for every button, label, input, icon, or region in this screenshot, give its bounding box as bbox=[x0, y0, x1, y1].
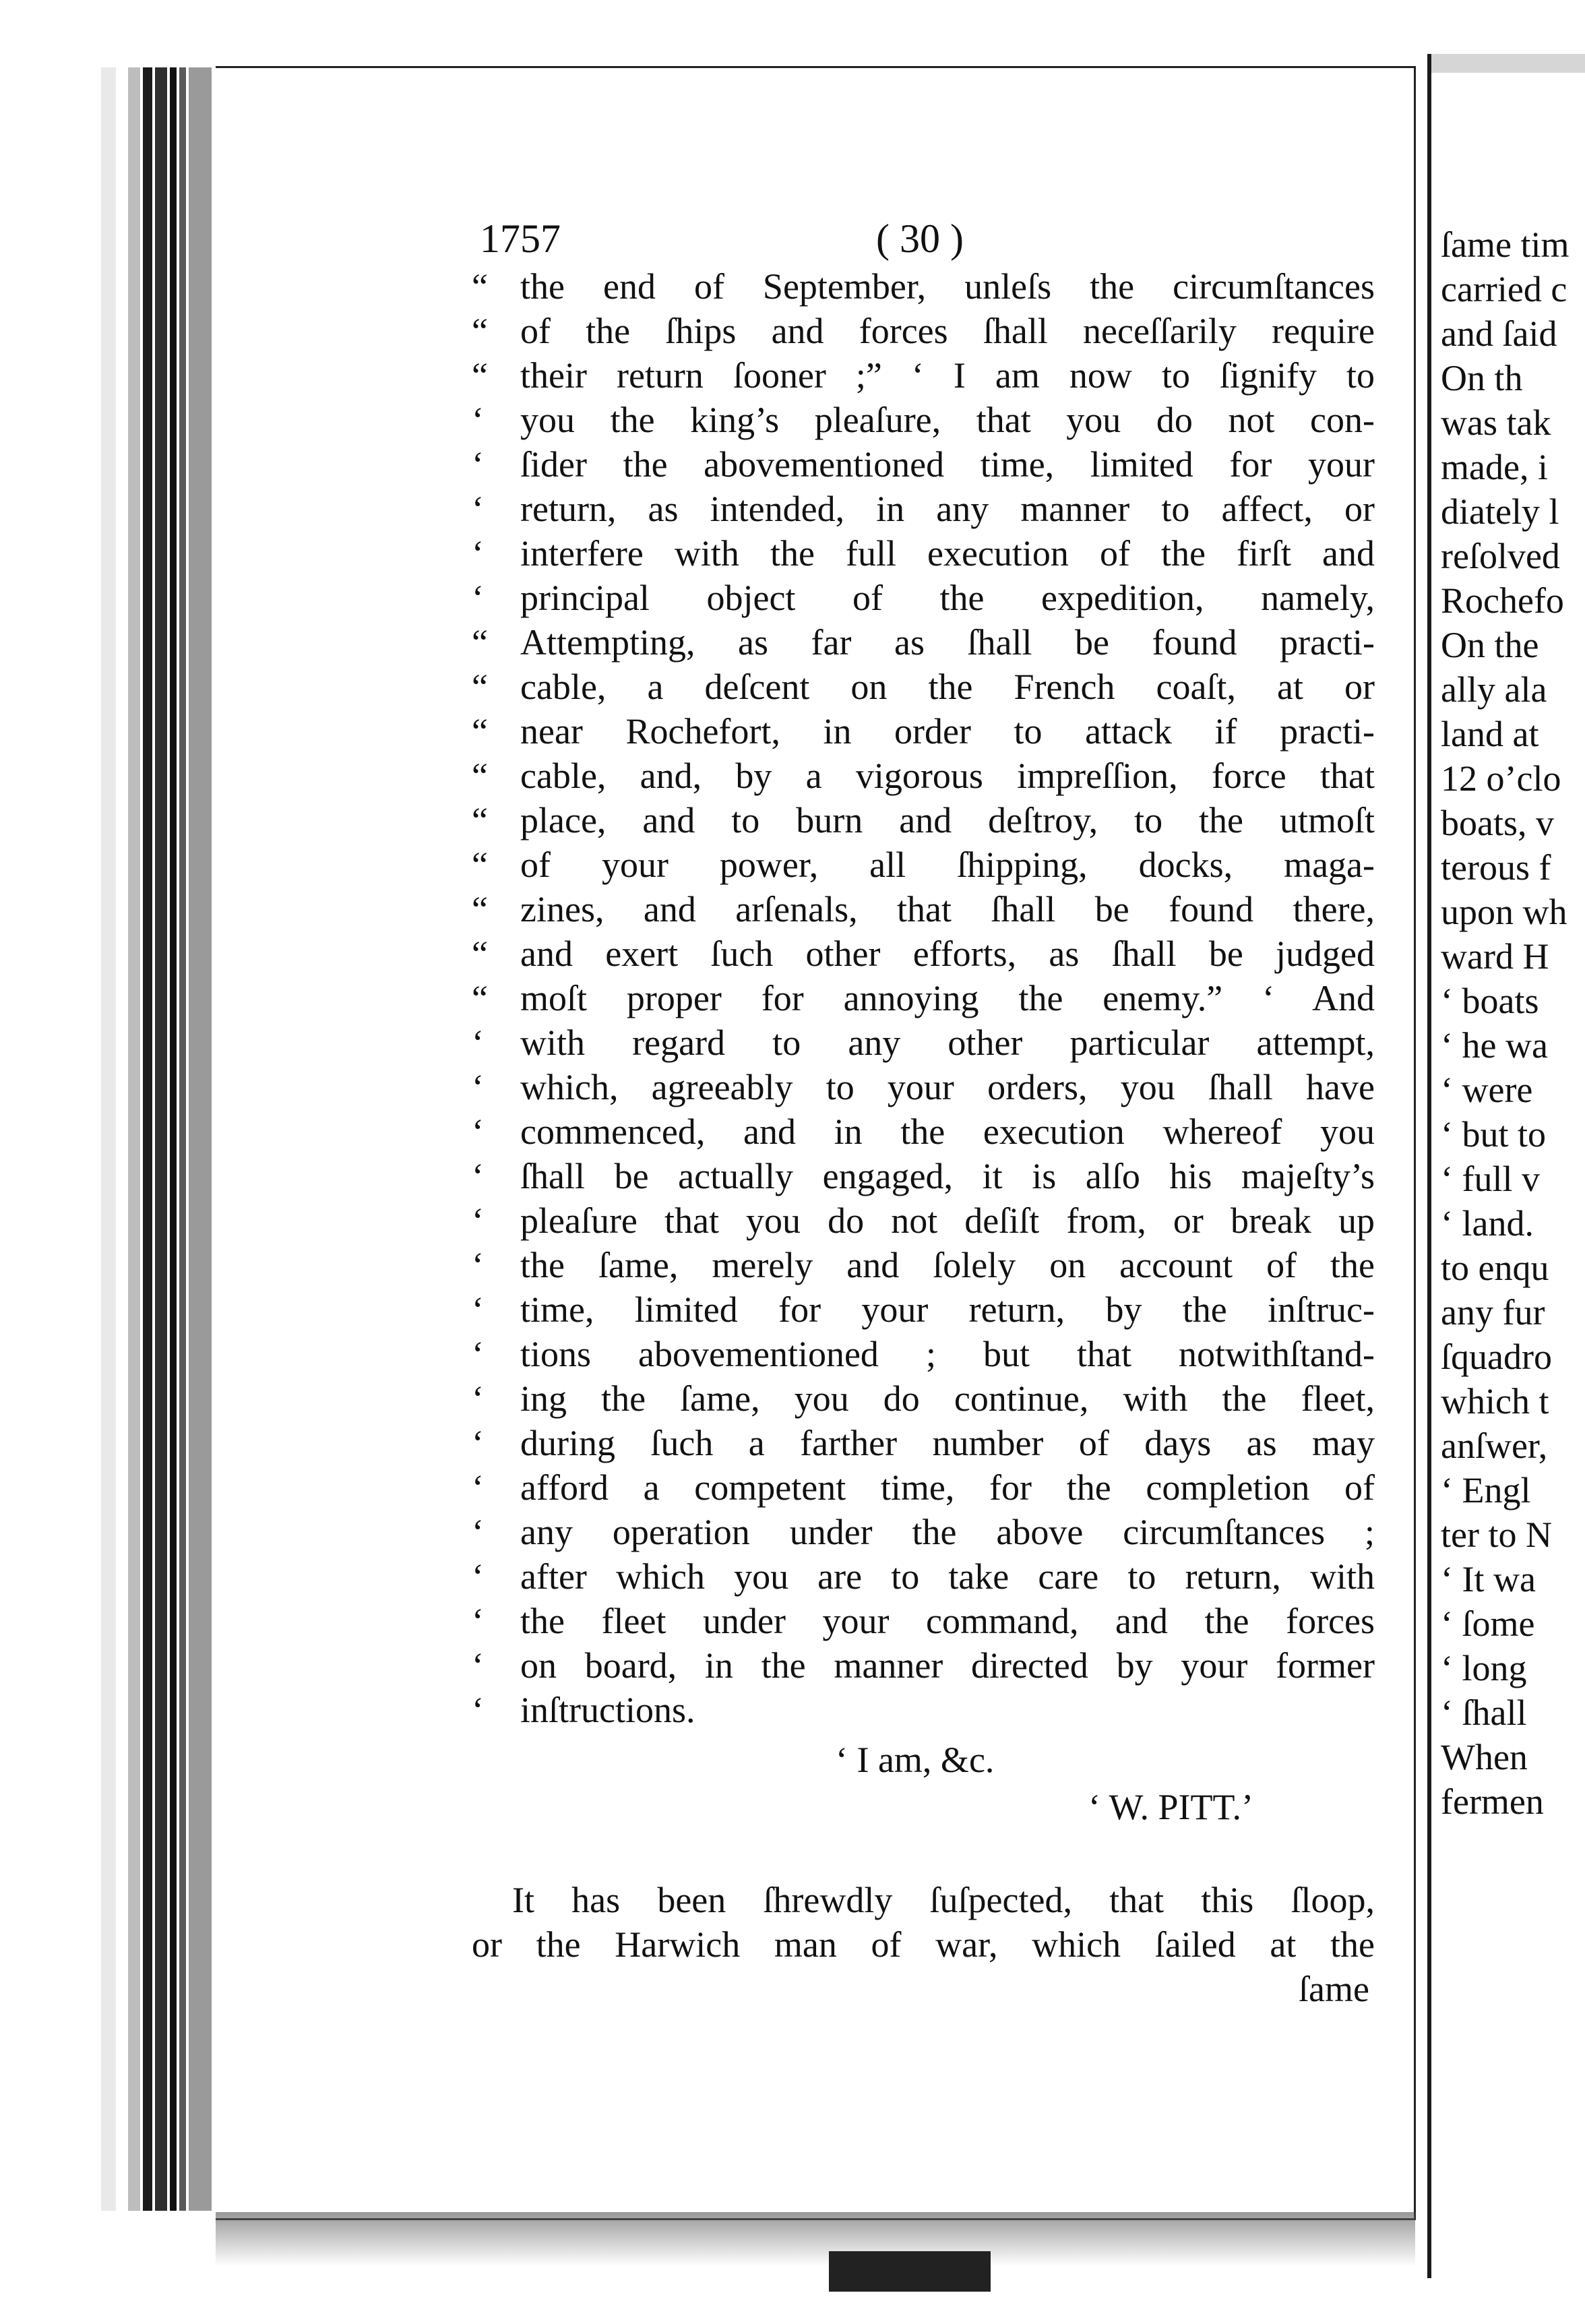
paragraph bbox=[472, 1878, 1375, 2011]
facing-line: On the bbox=[1441, 625, 1539, 665]
facing-line: terous f bbox=[1441, 847, 1551, 888]
text-line bbox=[472, 1020, 1375, 1065]
facing-page-text bbox=[1441, 222, 1585, 1824]
quote-mark: “ bbox=[472, 355, 488, 396]
quote-mark: ‘ bbox=[472, 1156, 484, 1196]
text-line bbox=[472, 487, 1375, 531]
line-text: place, and to burn and deſtroy, to the utmoſt bbox=[520, 800, 1375, 840]
text-line bbox=[472, 398, 1375, 442]
line-text: pleaſure that you do not deſiſt from, or break up bbox=[520, 1200, 1375, 1241]
line-text: with regard to any other particular attempt, bbox=[520, 1022, 1375, 1063]
facing-line: 12 o’clo bbox=[1441, 758, 1561, 799]
facing-line: ‘ land. bbox=[1441, 1203, 1534, 1244]
line-text: the ſame, merely and ſolely on account of the bbox=[520, 1245, 1375, 1285]
text-line bbox=[472, 887, 1375, 931]
quote-mark: ‘ bbox=[472, 1601, 484, 1641]
main-page bbox=[472, 216, 1375, 2011]
line-text: Attempting, as far as ſhall be found practi- bbox=[520, 622, 1375, 663]
line-text: their return ſooner ;” ‘ I am now to ſignify to bbox=[520, 355, 1375, 396]
text-line bbox=[472, 709, 1375, 754]
facing-line: ‘ he wa bbox=[1441, 1025, 1548, 1066]
facing-line: to enqu bbox=[1441, 1248, 1549, 1288]
quote-mark: ‘ bbox=[472, 1334, 484, 1374]
line-text: of your power, all ſhipping, docks, maga- bbox=[520, 845, 1375, 885]
line-text: zines, and arſenals, that ſhall be found there, bbox=[520, 889, 1375, 929]
facing-line: ‘ boats bbox=[1441, 981, 1539, 1021]
text-line bbox=[472, 976, 1375, 1020]
gutter-band bbox=[128, 67, 140, 2211]
quote-mark: “ bbox=[472, 934, 488, 974]
quote-mark: “ bbox=[472, 800, 488, 840]
text-line bbox=[472, 754, 1375, 798]
line-text: the end of September, unleſs the circumſtances bbox=[520, 266, 1375, 307]
line-text: tions abovementioned ; but that notwithſtand- bbox=[520, 1334, 1375, 1374]
facing-line: When bbox=[1441, 1737, 1528, 1777]
quote-mark: “ bbox=[472, 266, 488, 307]
line-text: afford a competent time, for the completion of bbox=[520, 1467, 1375, 1508]
facing-page-edge bbox=[1431, 54, 1585, 73]
quote-mark: ‘ bbox=[472, 1467, 484, 1508]
facing-line: boats, v bbox=[1441, 803, 1554, 843]
line-text: the fleet under your command, and the forces bbox=[520, 1601, 1375, 1641]
quote-mark: ‘ bbox=[472, 489, 484, 529]
line-text: which, agreeably to your orders, you ſhall have bbox=[520, 1067, 1375, 1107]
line-text: ſhall be actually engaged, it is alſo his majeſty’s bbox=[520, 1156, 1375, 1196]
quote-mark: ‘ bbox=[472, 1690, 484, 1730]
gutter-band bbox=[179, 67, 186, 2211]
facing-line: ‘ Engl bbox=[1441, 1470, 1531, 1510]
quote-mark: ‘ bbox=[472, 400, 484, 440]
line-text: ing the ſame, you do continue, with the fleet, bbox=[520, 1378, 1375, 1419]
page-header bbox=[472, 216, 1375, 264]
paragraph-line: or the Harwich man of war, which ſailed at the bbox=[472, 1924, 1375, 1965]
quote-mark: ‘ bbox=[472, 1200, 484, 1241]
catchword: ſame bbox=[1299, 1969, 1369, 2009]
letter-closing: ‘ I am, &c. bbox=[836, 1740, 995, 1780]
line-text: of the ſhips and forces ſhall neceſſarily require bbox=[520, 311, 1375, 351]
text-line bbox=[472, 1154, 1375, 1198]
facing-line: made, i bbox=[1441, 447, 1548, 487]
text-line bbox=[472, 1198, 1375, 1243]
facing-line: diately l bbox=[1441, 491, 1559, 532]
facing-line: ſquadro bbox=[1441, 1337, 1552, 1377]
quote-mark: “ bbox=[472, 756, 488, 796]
text-line bbox=[472, 576, 1375, 620]
quote-mark: ‘ bbox=[472, 578, 484, 618]
text-line bbox=[472, 1332, 1375, 1376]
facing-line: ‘ ſome bbox=[1441, 1603, 1535, 1644]
facing-line: was tak bbox=[1441, 402, 1551, 443]
facing-line: and ſaid bbox=[1441, 313, 1557, 354]
facing-line: land at bbox=[1441, 714, 1539, 754]
line-text: return, as intended, in any manner to affect, or bbox=[520, 489, 1375, 529]
quote-mark: ‘ bbox=[472, 1378, 484, 1419]
text-line bbox=[472, 1065, 1375, 1109]
text-line bbox=[472, 1109, 1375, 1154]
line-text: any operation under the above circumſtances ; bbox=[520, 1512, 1375, 1552]
quote-mark: ‘ bbox=[472, 444, 484, 485]
facing-line: which t bbox=[1441, 1381, 1549, 1421]
quote-mark: “ bbox=[472, 978, 488, 1018]
quote-mark: “ bbox=[472, 622, 488, 663]
quote-mark: “ bbox=[472, 667, 488, 707]
facing-line: ‘ It wa bbox=[1441, 1559, 1536, 1599]
line-text: ſider the abovementioned time, limited for your bbox=[520, 444, 1375, 485]
letter-body bbox=[472, 264, 1375, 1732]
facing-line: carried c bbox=[1441, 269, 1567, 309]
text-line bbox=[472, 843, 1375, 887]
line-text: commenced, and in the execution whereof you bbox=[520, 1111, 1375, 1152]
line-text: after which you are to take care to return, with bbox=[520, 1556, 1375, 1597]
text-line bbox=[472, 1599, 1375, 1643]
text-line bbox=[472, 264, 1375, 309]
facing-line: ally ala bbox=[1441, 669, 1547, 710]
facing-line: ‘ ſhall bbox=[1441, 1692, 1527, 1733]
line-text: cable, and, by a vigorous impreſſion, force that bbox=[520, 756, 1375, 796]
facing-line: ‘ long bbox=[1441, 1648, 1527, 1688]
quote-mark: “ bbox=[472, 889, 488, 929]
line-text: cable, a deſcent on the French coaſt, at or bbox=[520, 667, 1375, 707]
quote-mark: ‘ bbox=[472, 1556, 484, 1597]
line-text: on board, in the manner directed by your former bbox=[520, 1645, 1375, 1686]
facing-line: any fur bbox=[1441, 1292, 1545, 1333]
book-gutter bbox=[101, 67, 212, 2211]
text-line bbox=[472, 1554, 1375, 1599]
line-text: during ſuch a farther number of days as may bbox=[520, 1423, 1375, 1463]
facing-line: ward H bbox=[1441, 936, 1549, 977]
gutter-band bbox=[189, 67, 212, 2211]
facing-line: fermen bbox=[1441, 1781, 1544, 1822]
quote-mark: ‘ bbox=[472, 1512, 484, 1552]
quote-mark: ‘ bbox=[472, 1111, 484, 1152]
line-text: you the king’s pleaſure, that you do not con- bbox=[520, 400, 1375, 440]
text-line bbox=[472, 1510, 1375, 1554]
facing-line: On th bbox=[1441, 358, 1523, 398]
facing-line: ‘ but to bbox=[1441, 1114, 1546, 1155]
facing-line: ‘ full v bbox=[1441, 1159, 1540, 1199]
line-text: moſt proper for annoying the enemy.” ‘ And bbox=[520, 978, 1375, 1018]
quote-mark: ‘ bbox=[472, 1022, 484, 1063]
quote-mark: “ bbox=[472, 711, 488, 752]
text-line bbox=[472, 1376, 1375, 1421]
facing-line: ‘ were bbox=[1441, 1070, 1533, 1110]
text-line bbox=[472, 665, 1375, 709]
facing-line: anſwer, bbox=[1441, 1426, 1548, 1466]
quote-mark: ‘ bbox=[472, 1423, 484, 1463]
page-shadow bbox=[216, 2212, 1415, 2266]
quote-mark: ‘ bbox=[472, 1067, 484, 1107]
facing-line: ſame tim bbox=[1441, 224, 1570, 265]
quote-mark: ‘ bbox=[472, 533, 484, 574]
text-line bbox=[472, 931, 1375, 976]
text-line bbox=[472, 442, 1375, 487]
text-line bbox=[472, 620, 1375, 665]
line-text: principal object of the expedition, namely, bbox=[520, 578, 1375, 618]
gutter-band bbox=[170, 67, 177, 2211]
page-number: ( 30 ) bbox=[876, 216, 964, 261]
text-line bbox=[472, 353, 1375, 398]
text-line bbox=[472, 309, 1375, 353]
facing-line: upon wh bbox=[1441, 892, 1567, 932]
text-line bbox=[472, 1688, 1375, 1732]
quote-mark: ‘ bbox=[472, 1645, 484, 1686]
quote-mark: “ bbox=[472, 845, 488, 885]
gutter-band bbox=[101, 67, 116, 2211]
binding-clip bbox=[829, 2251, 991, 2292]
text-line bbox=[472, 1421, 1375, 1465]
text-line bbox=[472, 1243, 1375, 1287]
text-line bbox=[472, 1465, 1375, 1510]
line-text: interfere with the full execution of the firſt and bbox=[520, 533, 1375, 574]
gutter-band bbox=[155, 67, 167, 2211]
text-line bbox=[472, 531, 1375, 576]
text-line bbox=[472, 1287, 1375, 1332]
facing-page bbox=[1427, 54, 1585, 2278]
paragraph-line: It has been ſhrewdly ſuſpected, that this ſloop, bbox=[512, 1880, 1375, 1920]
line-text: inſtructions. bbox=[520, 1690, 695, 1730]
line-text: time, limited for your return, by the inſtruc- bbox=[520, 1289, 1375, 1330]
text-line bbox=[472, 1643, 1375, 1688]
line-text: near Rochefort, in order to attack if practi- bbox=[520, 711, 1375, 752]
facing-line: Rochefo bbox=[1441, 580, 1564, 621]
page-year: 1757 bbox=[480, 216, 561, 261]
quote-mark: “ bbox=[472, 311, 488, 351]
letter-signature: ‘ W. PITT.’ bbox=[1088, 1787, 1253, 1827]
quote-mark: ‘ bbox=[472, 1289, 484, 1330]
line-text: and exert ſuch other efforts, as ſhall be judged bbox=[520, 934, 1375, 974]
quote-mark: ‘ bbox=[472, 1245, 484, 1285]
facing-line: ter to N bbox=[1441, 1515, 1552, 1555]
gutter-band bbox=[143, 67, 152, 2211]
text-line bbox=[472, 798, 1375, 843]
facing-line: reſolved bbox=[1441, 536, 1560, 576]
